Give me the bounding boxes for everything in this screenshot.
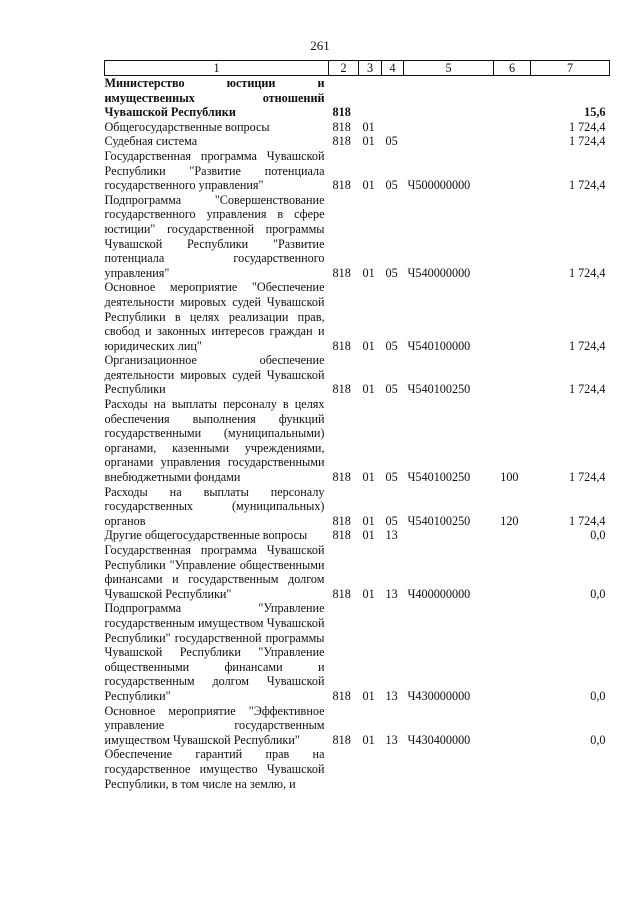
table-row — [105, 543, 610, 601]
row-section-code: 01 — [362, 586, 375, 601]
row-subsection-code: 05 — [385, 382, 398, 397]
header-col-3: 3 — [359, 61, 382, 76]
row-section-code: 01 — [362, 470, 375, 485]
row-section-code: 01 — [362, 382, 375, 397]
table-header — [105, 61, 610, 76]
row-subsection-code: 05 — [385, 470, 398, 485]
row-gr-code: 818 — [332, 470, 351, 485]
table-row — [105, 397, 610, 485]
row-target-article: Ч540100250 — [407, 382, 471, 397]
row-amount: 0,0 — [590, 586, 606, 601]
row-amount: 0,0 — [590, 732, 606, 747]
row-amount: 1 724,4 — [568, 382, 606, 397]
row-subsection-code: 05 — [385, 178, 398, 193]
row-amount — [531, 747, 610, 791]
row-expense-type — [494, 280, 531, 353]
row-gr-code: 818 — [332, 382, 351, 397]
row-section-code: 01 — [362, 528, 375, 543]
row-subsection-code — [382, 120, 404, 135]
row-expense-type — [494, 601, 531, 703]
row-section-code: 01 — [362, 265, 375, 280]
row-amount: 0,0 — [590, 688, 606, 703]
row-name: Государственная программа Чувашской Республики "Управление общественными финансами и государственным долгом Чувашской Республики" — [104, 543, 325, 601]
row-subsection-code: 05 — [385, 338, 398, 353]
row-section-code: 01 — [362, 134, 375, 149]
row-expense-type — [494, 747, 531, 791]
table-row — [105, 704, 610, 748]
row-name: Основное мероприятие "Эффективное управление государственным имуществом Чувашской Республики" — [104, 703, 325, 747]
row-target-article — [404, 120, 494, 135]
row-name: Основное мероприятие "Обеспечение деятельности мировых судей Чувашской Республики в целях реализации прав, свобод и законных интересов граждан и юридических лиц" — [104, 280, 325, 353]
row-target-article — [404, 528, 494, 543]
row-subsection-code — [382, 76, 404, 120]
row-target-article: Ч540100250 — [407, 470, 471, 485]
row-expense-type — [494, 353, 531, 397]
row-name: Обеспечение гарантий прав на государственное имущество Чувашской Республики, в том числе на землю, и — [104, 747, 325, 791]
row-subsection-code: 05 — [385, 134, 398, 149]
row-expense-type — [494, 149, 531, 193]
row-expense-type — [494, 134, 531, 149]
budget-table — [104, 60, 610, 791]
row-subsection-code: 05 — [385, 513, 398, 528]
row-amount: 0,0 — [590, 528, 606, 543]
row-amount: 1 724,4 — [568, 338, 606, 353]
row-name: Общегосударственные вопросы — [104, 119, 270, 134]
row-subsection-code: 13 — [385, 732, 398, 747]
row-target-article — [404, 76, 494, 120]
row-name: Государственная программа Чувашской Республики "Развитие потенциала государственного управления" — [104, 148, 325, 193]
row-name: Расходы на выплаты персоналу государственных (муниципальных) органов — [104, 484, 325, 528]
row-amount: 1 724,4 — [568, 119, 606, 134]
row-name: Другие общегосударственные вопросы — [104, 528, 308, 543]
table-row — [105, 485, 610, 529]
row-gr-code: 818 — [332, 134, 351, 149]
row-section-code: 01 — [362, 178, 375, 193]
row-gr-code: 818 — [332, 105, 351, 120]
row-amount: 1 724,4 — [568, 265, 606, 280]
row-name: Судебная система — [104, 134, 198, 149]
row-gr-code: 818 — [332, 688, 351, 703]
header-row — [105, 61, 610, 76]
row-expense-type — [494, 120, 531, 135]
row-gr-code — [329, 747, 359, 791]
row-gr-code: 818 — [332, 528, 351, 543]
row-expense-type: 100 — [500, 470, 519, 485]
row-target-article: Ч540100250 — [407, 513, 471, 528]
table-row — [105, 353, 610, 397]
row-name: Организационное обеспечение деятельности мировых судей Чувашской Республики — [104, 353, 325, 397]
row-target-article: Ч430000000 — [407, 688, 471, 703]
row-subsection-code: 13 — [385, 586, 398, 601]
row-expense-type — [494, 543, 531, 601]
table-row — [105, 193, 610, 281]
row-section-code: 01 — [362, 119, 375, 134]
table-row — [105, 528, 610, 543]
row-amount: 15,6 — [584, 105, 606, 120]
header-col-6: 6 — [494, 61, 531, 76]
row-name: Подпрограмма "Управление государственным имуществом Чувашской Республики" государственной программы Чувашской Республики "Управление общественными финансами и государственным долгом Чувашской Республики" — [104, 601, 325, 703]
row-gr-code: 818 — [332, 119, 351, 134]
header-col-4: 4 — [382, 61, 404, 76]
row-target-article: Ч400000000 — [407, 586, 471, 601]
row-section-code: 01 — [362, 732, 375, 747]
table-row — [105, 747, 610, 791]
table-row — [105, 280, 610, 353]
row-section-code: 01 — [362, 688, 375, 703]
row-expense-type — [494, 76, 531, 120]
row-gr-code: 818 — [332, 178, 351, 193]
row-subsection-code — [382, 747, 404, 791]
row-section-code — [359, 76, 382, 120]
row-target-article — [404, 134, 494, 149]
header-col-7: 7 — [531, 61, 610, 76]
row-gr-code: 818 — [332, 265, 351, 280]
row-target-article: Ч540100000 — [407, 338, 471, 353]
row-subsection-code: 13 — [385, 528, 398, 543]
row-amount: 1 724,4 — [568, 470, 606, 485]
row-target-article — [404, 747, 494, 791]
row-gr-code: 818 — [332, 338, 351, 353]
table-row — [105, 601, 610, 703]
row-section-code: 01 — [362, 338, 375, 353]
row-gr-code: 818 — [332, 586, 351, 601]
row-expense-type — [494, 704, 531, 748]
table-body — [105, 76, 610, 792]
table-row — [105, 120, 610, 135]
row-subsection-code: 13 — [385, 688, 398, 703]
row-gr-code: 818 — [332, 732, 351, 747]
row-name: Расходы на выплаты персоналу в целях обеспечения выполнения функций государственными (муниципальными) органами, казенными учреждениями, органами управления государственными внебюджетными фондами — [104, 397, 325, 485]
row-amount: 1 724,4 — [568, 134, 606, 149]
row-target-article: Ч500000000 — [407, 178, 471, 193]
row-expense-type: 120 — [500, 513, 519, 528]
row-subsection-code: 05 — [385, 265, 398, 280]
row-target-article: Ч540000000 — [407, 265, 471, 280]
table-row — [105, 134, 610, 149]
row-expense-type — [494, 193, 531, 281]
row-amount: 1 724,4 — [568, 178, 606, 193]
header-col-2: 2 — [329, 61, 359, 76]
row-target-article: Ч430400000 — [407, 732, 471, 747]
header-col-1: 1 — [105, 61, 329, 76]
row-name: Подпрограмма "Совершенствование государственного управления в сфере юстиции" государственной программы Чувашской Республики "Развитие потенциала государственного управления" — [104, 192, 325, 280]
row-section-code — [359, 747, 382, 791]
table-row — [105, 76, 610, 120]
row-name: Министерство юстиции и имущественных отношений Чувашской Республики — [104, 76, 325, 120]
table-row — [105, 149, 610, 193]
row-expense-type — [494, 528, 531, 543]
header-col-5: 5 — [404, 61, 494, 76]
row-section-code: 01 — [362, 513, 375, 528]
row-amount: 1 724,4 — [568, 513, 606, 528]
page-number: 261 — [310, 38, 330, 53]
row-gr-code: 818 — [332, 513, 351, 528]
